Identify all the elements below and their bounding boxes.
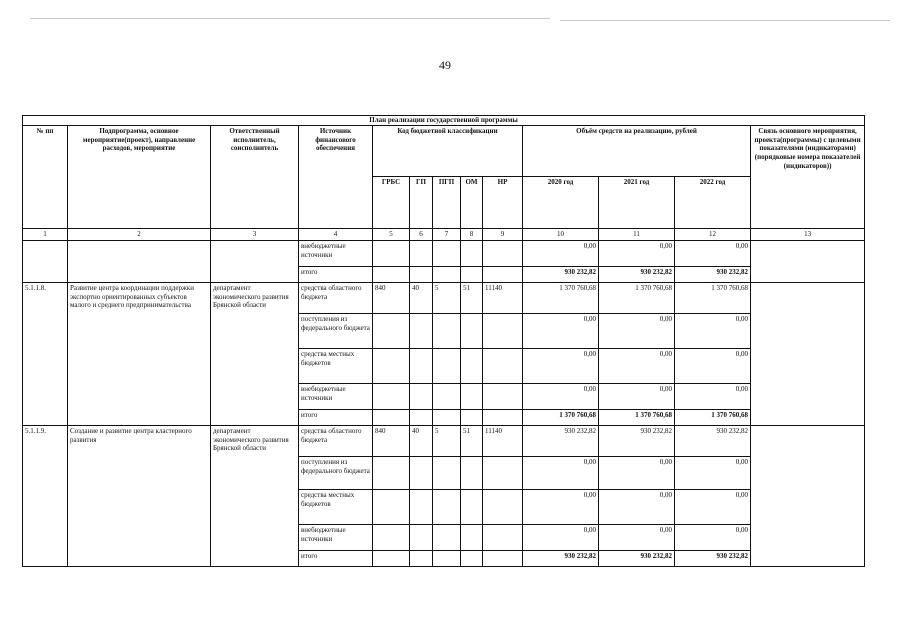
gp-cell [410, 524, 433, 550]
grbs-cell [373, 348, 410, 383]
value-2020-cell: 0,00 [523, 348, 599, 383]
gp-cell: 40 [410, 282, 433, 313]
source-cell: внебюджетные источники [299, 383, 373, 409]
header-2022: 2022 год [675, 176, 751, 228]
column-index: 7 [433, 228, 461, 240]
source-cell: внебюджетные источники [299, 240, 373, 266]
value-2022-cell: 0,00 [675, 383, 751, 409]
header-2021: 2021 год [599, 176, 675, 228]
nr-cell: 11140 [483, 282, 523, 313]
source-cell: средства местных бюджетов [299, 348, 373, 383]
value-2021-cell: 0,00 [599, 383, 675, 409]
om-cell [461, 489, 483, 524]
nr-cell [483, 266, 523, 282]
pgp-cell [433, 266, 461, 282]
gp-cell [410, 409, 433, 425]
header-volume: Объём средств на реализацию, рублей [523, 125, 751, 176]
pgp-cell [433, 456, 461, 489]
column-index: 9 [483, 228, 523, 240]
nr-cell [483, 348, 523, 383]
grbs-cell [373, 383, 410, 409]
grbs-cell [373, 489, 410, 524]
column-index: 1 [23, 228, 68, 240]
gp-cell: 40 [410, 425, 433, 456]
header-2020: 2020 год [523, 176, 599, 228]
source-cell: средства местных бюджетов [299, 489, 373, 524]
source-cell: итого [299, 550, 373, 566]
source-cell: средства областного бюджета [299, 282, 373, 313]
gp-cell [410, 383, 433, 409]
value-2022-cell: 0,00 [675, 313, 751, 348]
source-cell: средства областного бюджета [299, 425, 373, 456]
om-cell: 51 [461, 425, 483, 456]
om-cell [461, 313, 483, 348]
scan-artifact-line [30, 18, 550, 19]
nr-cell [483, 550, 523, 566]
total-2022-cell: 930 232,82 [675, 550, 751, 566]
pgp-cell [433, 240, 461, 266]
gp-cell [410, 313, 433, 348]
value-2022-cell: 0,00 [675, 489, 751, 524]
gp-cell [410, 348, 433, 383]
om-cell [461, 348, 483, 383]
header-source: Источник финансового обеспечения [299, 125, 373, 228]
header-budget-code: Код бюджетной классификации [373, 125, 523, 176]
gp-cell [410, 240, 433, 266]
pgp-cell [433, 383, 461, 409]
value-2020-cell: 0,00 [523, 383, 599, 409]
source-cell: поступления из федерального бюджета [299, 313, 373, 348]
grbs-cell [373, 524, 410, 550]
om-cell [461, 524, 483, 550]
value-2022-cell: 930 232,82 [675, 425, 751, 456]
column-index: 10 [523, 228, 599, 240]
column-index: 4 [299, 228, 373, 240]
table-title: План реализации государственной программы [23, 116, 865, 126]
value-2020-cell: 0,00 [523, 456, 599, 489]
om-cell [461, 456, 483, 489]
column-index: 13 [751, 228, 865, 240]
om-cell [461, 266, 483, 282]
page-number: 49 [439, 58, 451, 72]
total-2020-cell: 930 232,82 [523, 266, 599, 282]
value-2022-cell: 0,00 [675, 524, 751, 550]
executor-cell [211, 240, 299, 282]
pgp-cell [433, 348, 461, 383]
value-2021-cell: 930 232,82 [599, 425, 675, 456]
source-cell: поступления из федерального бюджета [299, 456, 373, 489]
header-grbs: ГРБС [373, 176, 410, 228]
table-row [23, 425, 865, 456]
source-cell: итого [299, 266, 373, 282]
column-index: 3 [211, 228, 299, 240]
num-cell: 5.1.1.9. [23, 425, 68, 566]
pgp-cell: 5 [433, 282, 461, 313]
value-2022-cell: 0,00 [675, 240, 751, 266]
column-index-row [23, 228, 865, 240]
link-cell [751, 282, 865, 425]
name-cell: Создание и развитие центра кластерного развития [68, 425, 211, 566]
total-2020-cell: 1 370 760,68 [523, 409, 599, 425]
pgp-cell [433, 409, 461, 425]
header-gp: ГП [410, 176, 433, 228]
value-2021-cell: 0,00 [599, 524, 675, 550]
value-2021-cell: 1 370 760,68 [599, 282, 675, 313]
pgp-cell [433, 313, 461, 348]
column-index: 8 [461, 228, 483, 240]
header-nr: НР [483, 176, 523, 228]
header-subprogram: Подпрограмма, основное мероприятие(проект), направление расходов, мероприятие [68, 125, 211, 228]
nr-cell [483, 313, 523, 348]
gp-cell [410, 456, 433, 489]
link-cell [751, 240, 865, 282]
program-plan-table [22, 115, 865, 567]
total-2020-cell: 930 232,82 [523, 550, 599, 566]
gp-cell [410, 550, 433, 566]
nr-cell [483, 409, 523, 425]
num-cell [23, 240, 68, 282]
source-cell: итого [299, 409, 373, 425]
nr-cell [483, 240, 523, 266]
om-cell [461, 383, 483, 409]
value-2020-cell: 0,00 [523, 524, 599, 550]
pgp-cell [433, 489, 461, 524]
header-om: ОМ [461, 176, 483, 228]
pgp-cell [433, 550, 461, 566]
table-row [23, 282, 865, 313]
om-cell [461, 550, 483, 566]
header-pgp: ПГП [433, 176, 461, 228]
total-2022-cell: 1 370 760,68 [675, 409, 751, 425]
grbs-cell [373, 240, 410, 266]
column-index: 12 [675, 228, 751, 240]
om-cell: 51 [461, 282, 483, 313]
value-2021-cell: 0,00 [599, 348, 675, 383]
value-2021-cell: 0,00 [599, 456, 675, 489]
pgp-cell [433, 524, 461, 550]
value-2020-cell: 930 232,82 [523, 425, 599, 456]
value-2020-cell: 0,00 [523, 489, 599, 524]
executor-cell: департамент экономического развития Брянской области [211, 282, 299, 425]
grbs-cell [373, 456, 410, 489]
column-index: 11 [599, 228, 675, 240]
column-index: 2 [68, 228, 211, 240]
nr-cell [483, 383, 523, 409]
header-num: № пп [23, 125, 68, 228]
grbs-cell [373, 313, 410, 348]
total-2021-cell: 930 232,82 [599, 550, 675, 566]
value-2021-cell: 0,00 [599, 489, 675, 524]
grbs-cell [373, 409, 410, 425]
grbs-cell [373, 266, 410, 282]
scan-artifact-line [560, 20, 890, 21]
pgp-cell: 5 [433, 425, 461, 456]
name-cell [68, 240, 211, 282]
value-2022-cell: 0,00 [675, 456, 751, 489]
column-index: 6 [410, 228, 433, 240]
table-row [23, 240, 865, 266]
source-cell: внебюджетные источники [299, 524, 373, 550]
om-cell [461, 409, 483, 425]
header-executor: Ответственный исполнитель, соисполнитель [211, 125, 299, 228]
value-2020-cell: 1 370 760,68 [523, 282, 599, 313]
grbs-cell: 840 [373, 282, 410, 313]
gp-cell [410, 489, 433, 524]
value-2021-cell: 0,00 [599, 240, 675, 266]
grbs-cell: 840 [373, 425, 410, 456]
value-2022-cell: 0,00 [675, 348, 751, 383]
nr-cell [483, 524, 523, 550]
executor-cell: департамент экономического развития Брянской области [211, 425, 299, 566]
nr-cell [483, 489, 523, 524]
name-cell: Развитие центра координации поддержки экспортно ориентированных субъектов малого и среднего предпринимательства [68, 282, 211, 425]
link-cell [751, 425, 865, 566]
num-cell: 5.1.1.8. [23, 282, 68, 425]
nr-cell: 11140 [483, 425, 523, 456]
header-link: Связь основного мероприятия, проекта(программы) с целевыми показателями (индикаторами) (порядковые номера показателей (индикаторов)) [751, 125, 865, 228]
total-2021-cell: 1 370 760,68 [599, 409, 675, 425]
total-2022-cell: 930 232,82 [675, 266, 751, 282]
grbs-cell [373, 550, 410, 566]
nr-cell [483, 456, 523, 489]
total-2021-cell: 930 232,82 [599, 266, 675, 282]
value-2020-cell: 0,00 [523, 313, 599, 348]
value-2020-cell: 0,00 [523, 240, 599, 266]
column-index: 5 [373, 228, 410, 240]
value-2021-cell: 0,00 [599, 313, 675, 348]
value-2022-cell: 1 370 760,68 [675, 282, 751, 313]
om-cell [461, 240, 483, 266]
gp-cell [410, 266, 433, 282]
